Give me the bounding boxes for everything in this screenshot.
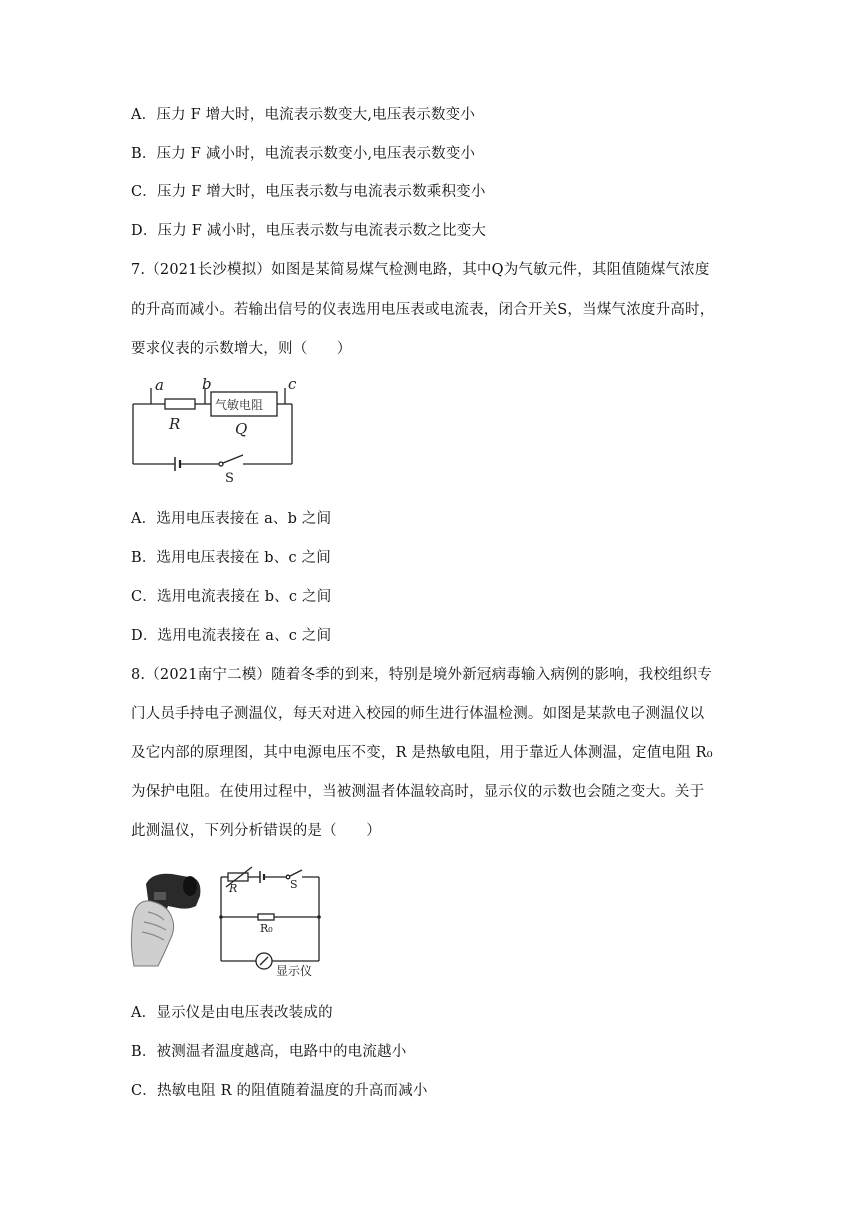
label-s-switch: S <box>290 878 298 891</box>
q7-option-a: A．选用电压表接在 a、b 之间 <box>131 511 332 527</box>
q8-stem-line-2: 门人员手持电子测温仪，每天对进入校园的师生进行体温检测。如图是某款电子测温仪以 <box>131 706 705 722</box>
gas-sensor-label: 气敏电阻 <box>215 398 264 412</box>
q8-option-c: C．热敏电阻 R 的阻值随着温度的升高而减小 <box>131 1083 428 1099</box>
q8-stem-line-4: 为保护电阻。在使用过程中，当被测温者体温较高时，显示仪的示数也会随之变大。关于 <box>131 784 705 800</box>
label-b: b <box>202 375 212 393</box>
label-display: 显示仪 <box>276 964 313 978</box>
label-q: Q <box>235 420 248 438</box>
q8-stem-line-3: 及它内部的原理图，其中电源电压不变，R 是热敏电阻，用于靠近人体测温，定值电阻 R₀ <box>131 745 713 761</box>
q7-stem-line-1: 7.（2021长沙模拟）如图是某简易煤气检测电路，其中Q为气敏元件，其阻值随煤气浓度 <box>131 262 710 278</box>
label-r-thermistor: R <box>229 882 238 895</box>
label-r0: R₀ <box>260 922 273 935</box>
q6-option-b: B．压力 F 减小时，电流表示数变小,电压表示数变小 <box>131 146 476 162</box>
label-r: R <box>169 415 181 433</box>
q6-option-c: C．压力 F 增大时，电压表示数与电流表示数乘积变小 <box>131 184 486 200</box>
label-a: a <box>155 376 164 394</box>
q7-circuit-diagram <box>131 375 296 485</box>
resistor-r-symbol <box>165 399 195 409</box>
q8-circuit-diagram <box>216 864 326 984</box>
q8-stem-line-5: 此测温仪，下列分析错误的是（ ） <box>131 823 381 839</box>
q7-option-b: B．选用电压表接在 b、c 之间 <box>131 550 331 566</box>
q7-stem-line-3: 要求仪表的示数增大，则（ ） <box>131 341 352 357</box>
r0-symbol <box>258 914 274 920</box>
q6-option-a: A．压力 F 增大时，电流表示数变大,电压表示数变小 <box>131 107 476 123</box>
q7-stem-line-2: 的升高而减小。若输出信号的仪表选用电压表或电流表，闭合开关S，当煤气浓度升高时， <box>131 302 715 318</box>
q6-option-d: D．压力 F 减小时，电压表示数与电流表示数之比变大 <box>131 223 487 239</box>
q8-option-b: B．被测温者温度越高，电路中的电流越小 <box>131 1044 407 1060</box>
q7-option-d: D．选用电流表接在 a、c 之间 <box>131 628 332 644</box>
q7-option-c: C．选用电流表接在 b、c 之间 <box>131 589 332 605</box>
label-s: S <box>225 471 234 485</box>
q8-option-a: A．显示仪是由电压表改装成的 <box>131 1005 333 1021</box>
thermometer-gun-photo <box>128 862 208 970</box>
q8-stem-line-1: 8.（2021南宁二模）随着冬季的到来，特别是境外新冠病毒输入病例的影响，我校组织专 <box>131 667 713 683</box>
label-c: c <box>288 375 296 393</box>
